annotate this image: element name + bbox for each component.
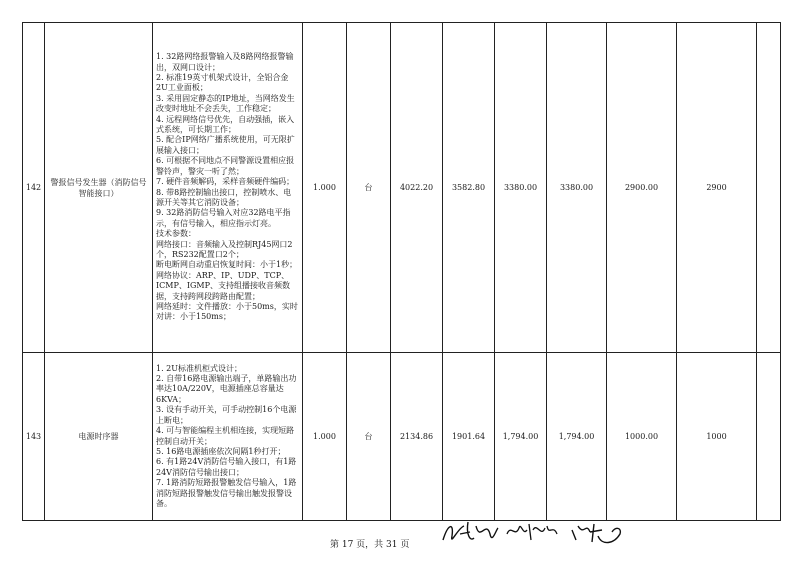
signature-3: [568, 516, 623, 550]
price-e: 1000.00: [607, 353, 677, 521]
item-number: 143: [23, 353, 45, 521]
spec-line: 7. 1路消防短路报警触发信号输入，1路消防短路报警触发信号输出触发报警设备。: [156, 478, 297, 508]
quantity: 1.000: [303, 353, 347, 521]
spec-line: 网络协议：ARP、IP、UDP、TCP、ICMP、IGMP、支持组播接收音频数据，支持跨网段跨路由配置；: [156, 270, 290, 301]
spec-line: 6. 可根据不同地点不同警源设置相应报警铃声，警灾一听了然；: [156, 156, 295, 176]
quantity: 1.000: [303, 23, 347, 353]
spec-line: 网络延时：文件播放：小于50ms，实时对讲：小于150ms；: [156, 301, 298, 322]
table-row: [23, 353, 781, 521]
item-name: 电源时序器: [45, 353, 153, 521]
bid-table: [22, 22, 781, 521]
price-d: 1,794.00: [547, 353, 607, 521]
unit: 台: [347, 23, 391, 353]
spec-line: 4. 可与智能编程主机相连接，实现短路控制自动开关；: [156, 426, 295, 446]
spec-line: 1. 32路网络报警输入及8路网络报警输出，双网口设计；: [156, 52, 294, 72]
spec-line: 1. 2U标准机柜式设计；: [156, 363, 243, 373]
unit: 台: [347, 353, 391, 521]
spec-cell: [153, 353, 303, 521]
price-c: 1,794.00: [495, 353, 547, 521]
spec-line: 网络接口：音频输入及控制RJ45网口2个，RS232配置口2个；: [156, 239, 293, 259]
spec-line: 断电断网自动重启恢复时间：小于1秒；: [156, 260, 298, 270]
spec-line: 4. 远程网络信号优先，自动强插，嵌入式系统，可长期工作；: [156, 114, 295, 135]
price-b: 1901.64: [443, 353, 495, 521]
spec-line: 3. 采用固定静态的IP地址，当网络发生改变时地址不会丢失，工作稳定；: [156, 93, 295, 114]
blank-cell: [757, 23, 781, 353]
spec-line: 5. 配合IP网络广播系统使用，可无限扩展输入接口；: [156, 135, 295, 155]
spec-line: 8. 带8路控制输出接口，控制喷水、电源开关等其它消防设备；: [156, 187, 292, 207]
signature-1: [440, 516, 500, 550]
signature-2: [505, 516, 560, 546]
price-d: 3380.00: [547, 23, 607, 353]
price-c: 3380.00: [495, 23, 547, 353]
price-a: 4022.20: [391, 23, 443, 353]
page-footer: 第 17 页，共 31 页: [330, 540, 410, 550]
price-a: 2134.86: [391, 353, 443, 521]
price-b: 3582.80: [443, 23, 495, 353]
spec-cell: [153, 23, 303, 353]
item-number: 142: [23, 23, 45, 353]
spec-line: 5. 16路电源插座依次间隔1秒打开；: [156, 446, 286, 456]
final-price: 2900: [677, 23, 757, 353]
final-price: 1000: [677, 353, 757, 521]
spec-line: 9. 32路消防信号输入对应32路电平指示，有信号输入，相应指示灯亮。: [156, 208, 291, 228]
spec-line: 7. 硬件音频解码，采样音频硬件编码；: [156, 177, 295, 187]
price-e: 2900.00: [607, 23, 677, 353]
spec-line: 技术参数：: [156, 229, 196, 239]
spec-line: 3. 设有手动开关，可手动控制16个电源上断电；: [156, 405, 297, 425]
spec-line: 2. 自带16路电源输出端子，单路输出功率达10A/220V，电源插座总容量达6KVA；: [156, 374, 297, 404]
spec-line: 6. 有1路24V消防信号输入接口，有1路24V消防信号输出接口；: [156, 457, 297, 477]
table-row: [23, 23, 781, 353]
spec-line: 2. 标准19英寸机架式设计，全铝合金2U工业面板；: [156, 73, 289, 93]
blank-cell: [757, 353, 781, 521]
item-name: 警报信号发生器（消防信号智能接口）: [45, 23, 153, 353]
